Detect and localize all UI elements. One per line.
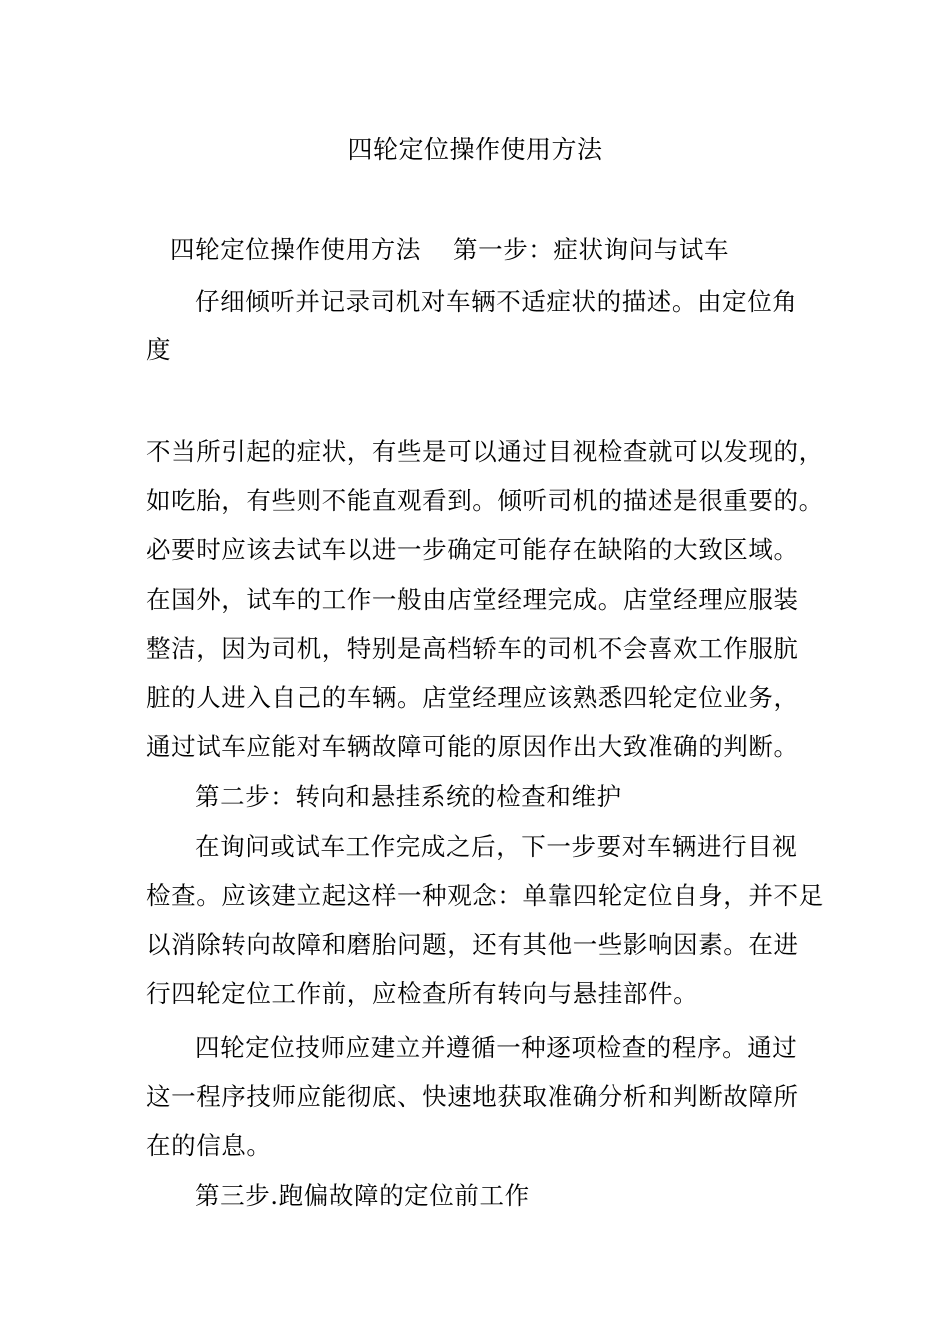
step2-heading: 第二步：转向和悬挂系统的检查和维护 bbox=[195, 782, 622, 811]
paragraph-line: 检查。应该建立起这样一种观念：单靠四轮定位自身，并不足 bbox=[146, 881, 824, 910]
paragraph-line: 在的信息。 bbox=[146, 1131, 272, 1160]
paragraph-line: 度 bbox=[146, 335, 172, 364]
paragraph-line: 脏的人进入自己的车辆。店堂经理应该熟悉四轮定位业务， bbox=[146, 683, 799, 712]
paragraph-line: 以消除转向故障和磨胎问题，还有其他一些影响因素。在进 bbox=[146, 930, 799, 959]
document-title: 四轮定位操作使用方法 bbox=[347, 135, 603, 164]
paragraph-line: 四轮定位技师应建立并遵循一种逐项检查的程序。通过 bbox=[195, 1033, 798, 1062]
paragraph-line: 通过试车应能对车辆故障可能的原因作出大致准确的判断。 bbox=[146, 732, 799, 761]
paragraph-line: 必要时应该去试车以进一步确定可能存在缺陷的大致区域。 bbox=[146, 535, 799, 564]
paragraph-line: 整洁，因为司机，特别是高档轿车的司机不会喜欢工作服肮 bbox=[146, 634, 799, 663]
step1-heading-line bbox=[170, 232, 840, 268]
paragraph-line: 在询问或试车工作完成之后，下一步要对车辆进行目视 bbox=[195, 832, 798, 861]
paragraph-line: 这一程序技师应能彻底、快速地获取准确分析和判断故障所 bbox=[146, 1082, 799, 1111]
step3-heading: 第三步.跑偏故障的定位前工作 bbox=[195, 1181, 530, 1210]
paragraph-line: 在国外，试车的工作一般由店堂经理完成。店堂经理应服装 bbox=[146, 585, 799, 614]
paragraph-line: 如吃胎，有些则不能直观看到。倾听司机的描述是很重要的。 bbox=[146, 486, 824, 515]
paragraph-line: 行四轮定位工作前，应检查所有转向与悬挂部件。 bbox=[146, 979, 699, 1008]
paragraph-line: 不当所引起的症状，有些是可以通过目视检查就可以发现的， bbox=[146, 437, 824, 466]
paragraph-line: 仔细倾听并记录司机对车辆不适症状的描述。由定位角 bbox=[195, 287, 798, 316]
step1-heading: 第一步：症状询问与试车 bbox=[453, 235, 730, 264]
heading-doc-name: 四轮定位操作使用方法 bbox=[170, 235, 421, 264]
